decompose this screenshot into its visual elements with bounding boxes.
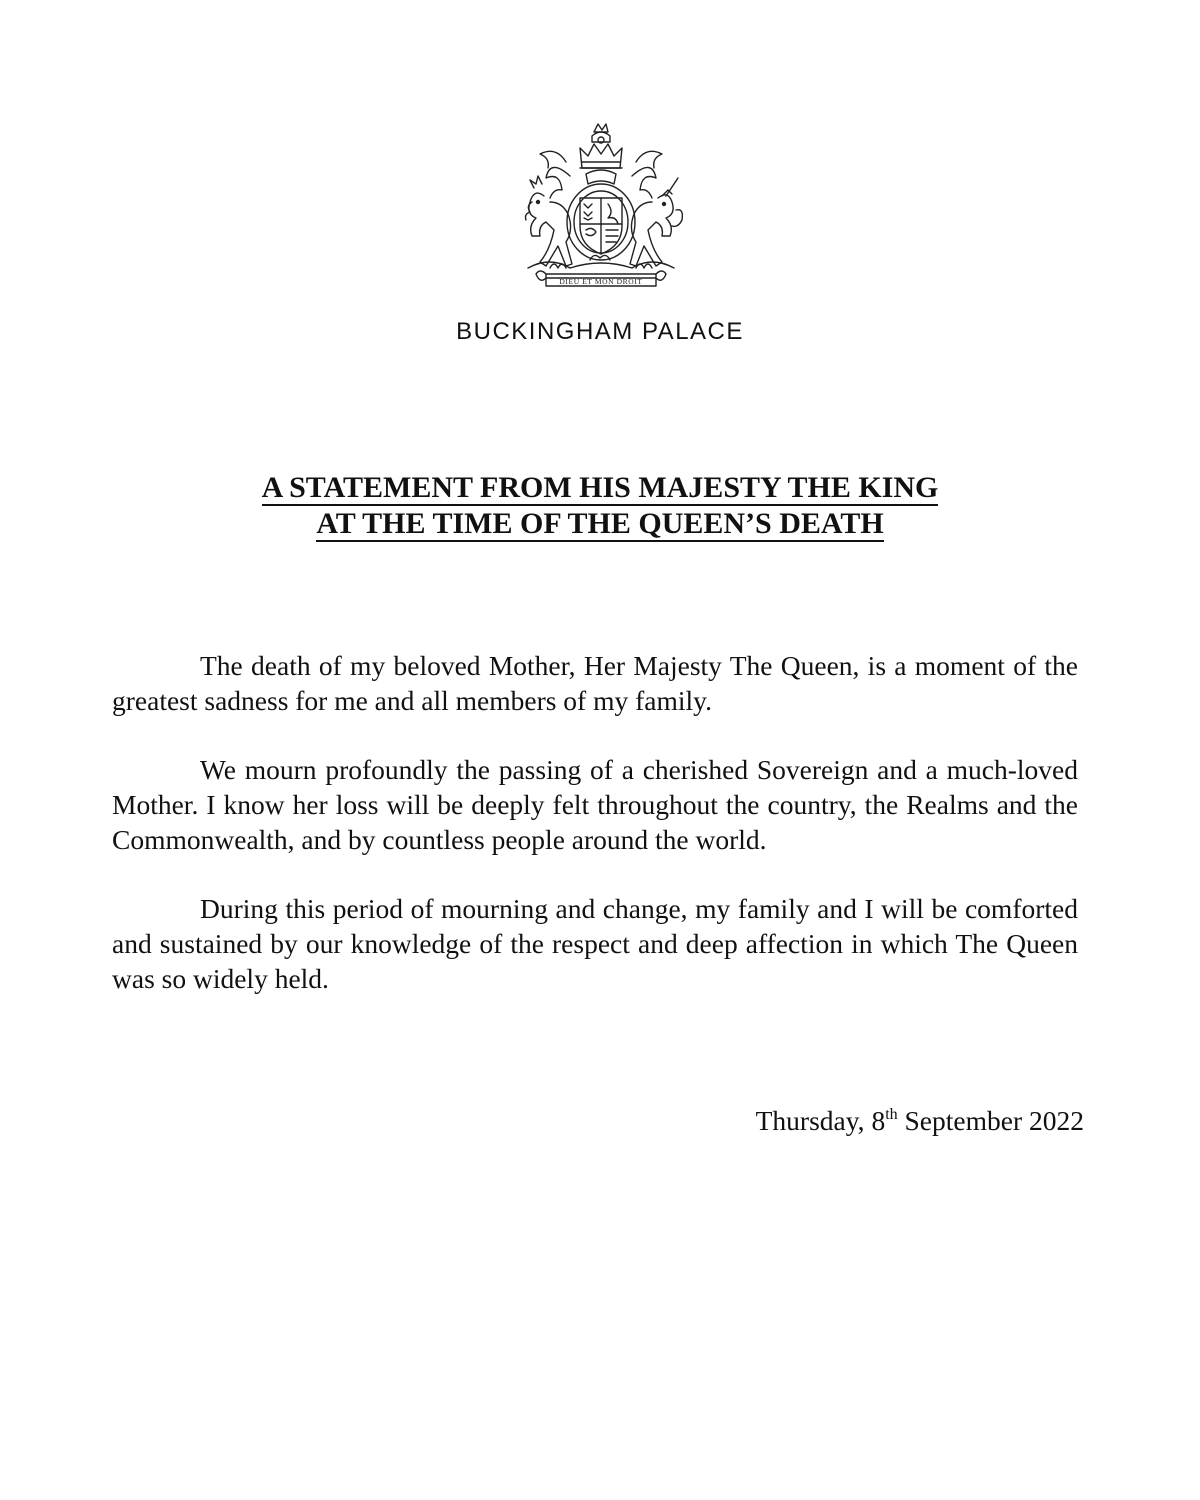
statement-paragraph: The death of my beloved Mother, Her Majesty The Queen, is a moment of the greatest sadness for me and all members of my family.: [112, 650, 1078, 716]
crest-motto: DIEU ET MON DROIT: [559, 277, 643, 286]
statement-title-line-2: AT THE TIME OF THE QUEEN’S DEATH: [316, 507, 884, 540]
date-day-suffix: th: [885, 1106, 898, 1123]
statement-paragraph: During this period of mourning and change, my family and I will be comforted and sustained by our knowledge of the respect and deep affection in which The Queen was so widely held.: [112, 893, 1078, 994]
statement-title-line-1: A STATEMENT FROM HIS MAJESTY THE KING: [261, 471, 939, 504]
date-month-year: September 2022: [904, 1105, 1084, 1136]
date-weekday: Thursday,: [755, 1105, 865, 1136]
statement-date: [756, 1103, 1084, 1138]
letterhead-organisation: BUCKINGHAM PALACE: [456, 318, 744, 345]
statement-paragraph: We mourn profoundly the passing of a cherished Sovereign and a much-loved Mother. I know her loss will be deeply felt throughout the country, the Realms and the Commonwealth, and by countless people around the world.: [112, 754, 1078, 855]
royal-coat-of-arms-icon: [510, 118, 692, 298]
date-day: 8: [871, 1105, 886, 1136]
statement-title: [0, 470, 1200, 542]
statement-body: [112, 648, 1078, 1030]
